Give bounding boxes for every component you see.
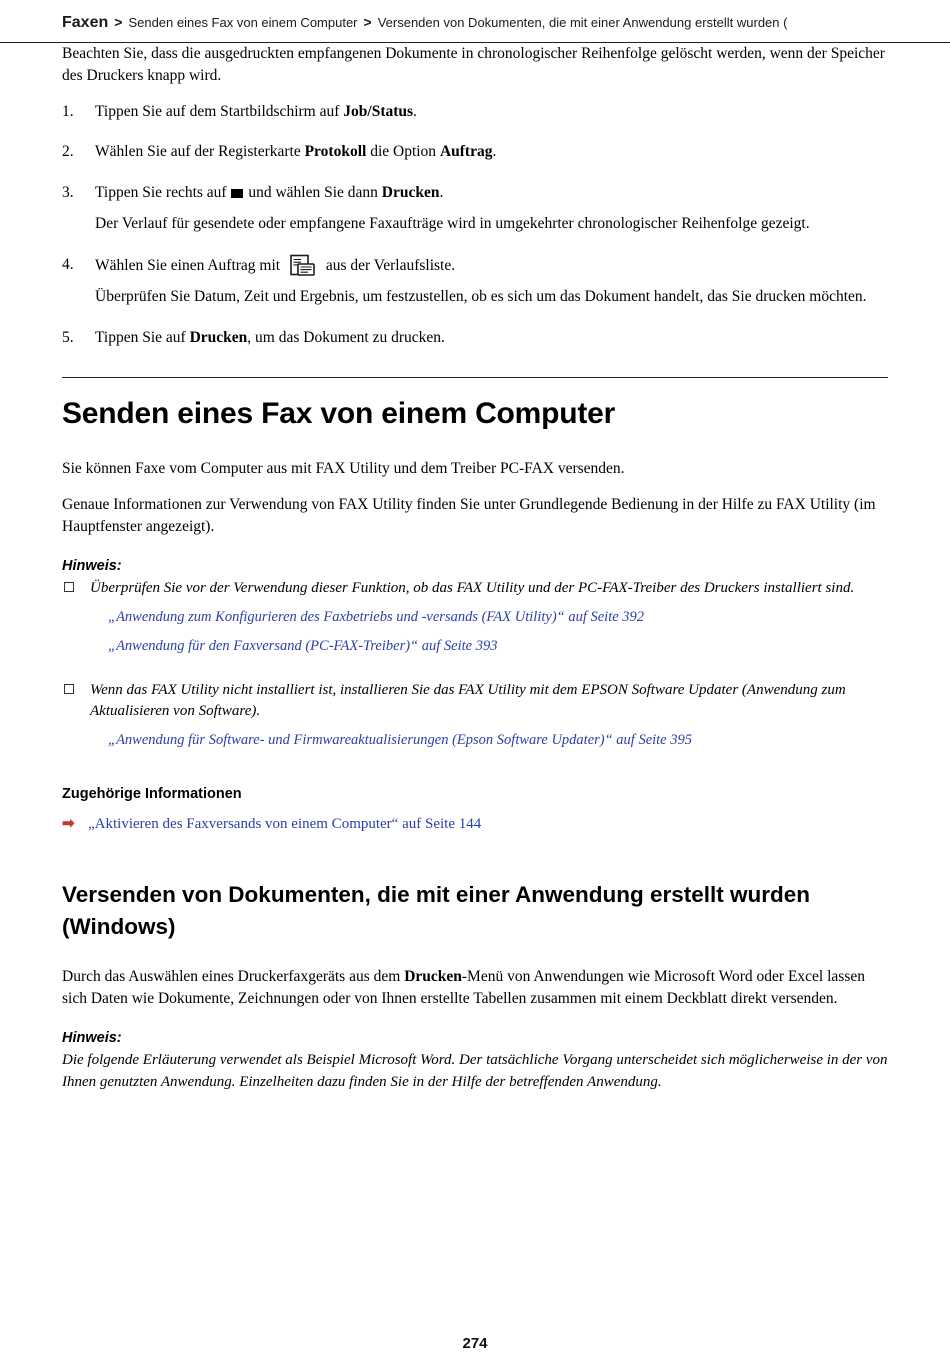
step-text — [95, 257, 455, 274]
step-text-mid: und wählen Sie dann — [244, 183, 382, 201]
step-text-pre: Wählen Sie auf der Registerkarte — [95, 143, 305, 161]
page-title: Senden eines Fax von einem Computer — [62, 397, 616, 431]
related-information-heading: Zugehörige Informationen — [62, 785, 242, 802]
step-text — [95, 329, 445, 346]
step-emphasis: Drucken — [381, 183, 440, 201]
step-text-post: . — [492, 143, 497, 161]
step-text-post: . — [439, 183, 444, 201]
note-bullet-list — [62, 578, 888, 752]
list-item — [62, 680, 888, 752]
list-item — [62, 141, 888, 163]
note-bullet-text: Wenn das FAX Utility nicht installiert ist, installieren Sie das FAX Utility mit dem EPSON Software Updater (Anwendung zum Aktualisieren von Software). — [90, 681, 846, 720]
step-text — [95, 103, 417, 120]
step-text — [95, 143, 496, 160]
step-emphasis: Job/Status — [343, 103, 414, 120]
step-number: 1. — [62, 103, 74, 120]
breadcrumb-separator-1: > — [114, 14, 123, 30]
list-item — [62, 182, 888, 236]
step-emphasis: Protokoll — [304, 143, 367, 161]
step-text-mid: die Option — [366, 143, 440, 161]
subsection-paragraph-pre: Durch das Auswählen eines Druckerfaxgeräts aus dem — [62, 968, 405, 986]
steps-list — [62, 101, 888, 349]
step-number: 4. — [62, 255, 74, 273]
step-number: 2. — [62, 143, 74, 161]
breadcrumb-root[interactable]: Faxen — [62, 14, 109, 31]
step-text-pre: Tippen Sie auf dem Startbildschirm auf — [95, 103, 344, 120]
step-subtext: Der Verlauf für gesendete oder empfangene Faxaufträge wird in umgekehrter chronologischer Reihenfolge gezeigt. — [95, 215, 810, 233]
step-subtext: Überprüfen Sie Datum, Zeit und Ergebnis, um festzustellen, ob es sich um das Dokument handelt, das Sie drucken möchten. — [95, 288, 867, 306]
step-emphasis: Drucken — [189, 328, 248, 346]
related-link-label[interactable]: „Aktivieren des Faxversands von einem Computer“ auf Seite 144 — [88, 815, 482, 832]
step-text-post: aus der Verlaufsliste. — [321, 256, 456, 274]
cross-reference-link[interactable]: „Anwendung für Software- und Firmwareaktualisierungen (Epson Software Updater)“ auf Seite 395 — [108, 732, 692, 749]
list-item — [62, 101, 888, 123]
cross-reference-link[interactable]: „Anwendung zum Konfigurieren des Faxbetriebs und -versands (FAX Utility)“ auf Seite 392 — [108, 609, 645, 626]
job-document-icon — [290, 254, 316, 276]
step-number: 3. — [62, 183, 74, 201]
section-paragraph-1: Sie können Faxe vom Computer aus mit FAX Utility und dem Treiber PC-FAX versenden. — [62, 460, 625, 478]
square-bullet-icon — [64, 582, 74, 592]
breadcrumb — [0, 0, 950, 42]
step-text-post: , um das Dokument zu drucken. — [247, 328, 445, 346]
section-divider — [62, 377, 888, 378]
step-emphasis-2: Auftrag — [439, 143, 493, 161]
subsection-paragraph-post: -Menü von Anwendungen wie Microsoft Word oder Excel lassen sich Daten wie Dokumente, Zeichnungen oder von Ihnen erstellte Tabellen zusammen mit einem Deckblatt direkt versenden. — [62, 968, 865, 1008]
list-item — [62, 578, 888, 657]
subsection-title: Versenden von Dokumenten, die mit einer Anwendung erstellt wurden (Windows) — [62, 881, 811, 940]
cross-reference-link[interactable]: „Anwendung für den Faxversand (PC-FAX-Treiber)“ auf Seite 393 — [108, 637, 498, 654]
page-number: 274 — [462, 1335, 488, 1352]
list-item — [62, 254, 888, 309]
breadcrumb-item-1[interactable]: Senden eines Fax von einem Computer — [128, 15, 358, 30]
list-item — [62, 327, 888, 349]
step-text-pre: Tippen Sie auf — [95, 328, 190, 346]
triangle-down-icon — [231, 189, 243, 198]
breadcrumb-separator-2: > — [363, 14, 372, 30]
page-content — [0, 43, 950, 1094]
note-label: Hinweis: — [62, 1030, 122, 1047]
square-bullet-icon — [64, 684, 74, 694]
step-text-post: . — [413, 103, 417, 120]
step-text-pre: Wählen Sie einen Auftrag mit — [95, 256, 284, 274]
intro-paragraph: Beachten Sie, dass die ausgedruckten empfangenen Dokumente in chronologischer Reihenfolge gelöscht werden, wenn der Speicher des Druckers knapp wird. — [62, 45, 885, 84]
section-paragraph-2: Genaue Informationen zur Verwendung von FAX Utility finden Sie unter Grundlegende Bedienung in der Hilfe zu FAX Utility (im Hauptfenster angezeigt). — [62, 496, 876, 536]
breadcrumb-item-2[interactable]: Versenden von Dokumenten, die mit einer Anwendung erstellt wurden ( — [377, 15, 788, 30]
subsection-paragraph — [62, 966, 888, 1010]
step-number: 5. — [62, 328, 74, 346]
note-label: Hinweis: — [62, 558, 122, 575]
step-text-pre: Tippen Sie rechts auf — [95, 183, 231, 201]
note-text: Die folgende Erläuterung verwendet als Beispiel Microsoft Word. Der tatsächliche Vorgang unterscheidet sich möglicherweise in der von Ihnen genutzten Anwendung. Einzelheiten dazu finden Sie in der Hilfe der betreffenden Anwendung. — [62, 1052, 888, 1090]
step-text — [95, 184, 443, 201]
related-information-link[interactable] — [62, 814, 888, 835]
arrow-right-icon: ➡ — [62, 815, 75, 832]
subsection-emphasis: Drucken — [404, 968, 462, 986]
note-bullet-text: Überprüfen Sie vor der Verwendung dieser Funktion, ob das FAX Utility und der PC-FAX-Treiber des Druckers installiert sind. — [90, 580, 855, 597]
